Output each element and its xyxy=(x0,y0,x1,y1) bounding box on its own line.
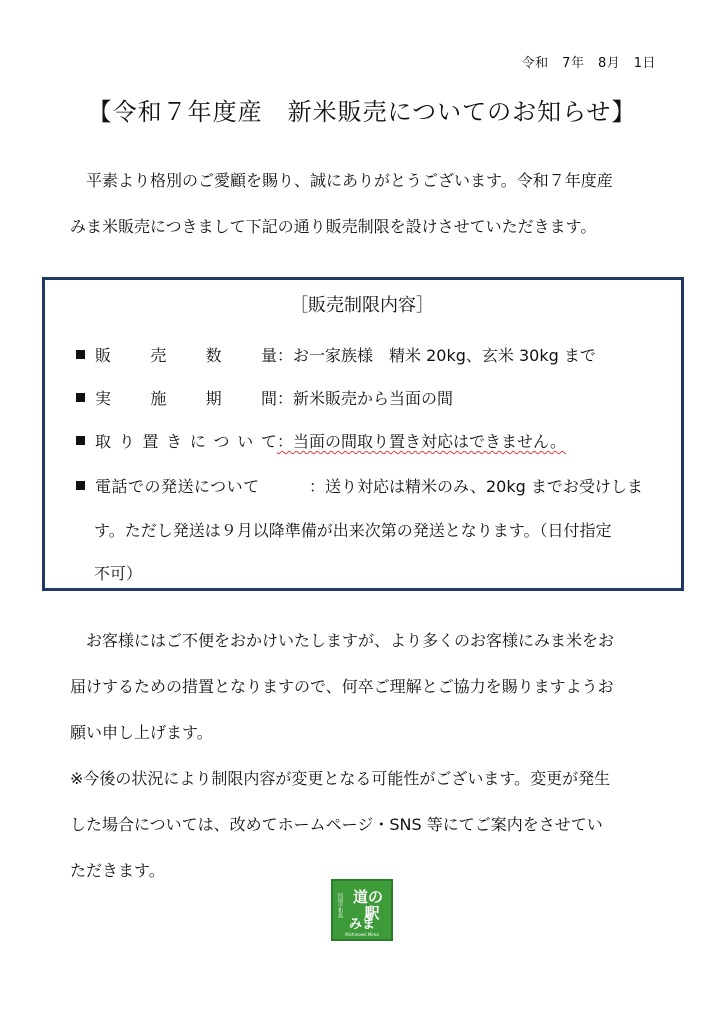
svg-text:みま: みま xyxy=(348,917,376,932)
restriction-value: ：送り対応は精米のみ、20kg までお受けしま xyxy=(309,477,643,496)
square-bullet-icon xyxy=(76,481,85,490)
restriction-item-reservation xyxy=(76,429,566,452)
restriction-value: ：当面の間取り置き対応はできません。 xyxy=(277,432,566,451)
restriction-label: 販 売 数 量 xyxy=(95,346,277,365)
restriction-item-quantity xyxy=(76,343,596,366)
closing-line: お客様にはご不便をおかけいたしますが、より多くのお客様にみま米をお xyxy=(70,631,615,650)
intro-line: みま米販売につきまして下記の通り販売制限を設けさせていただきます。 xyxy=(70,217,597,236)
closing-line: 願い申し上げます。 xyxy=(70,723,213,742)
restriction-label: 取 り 置 き に つ い て xyxy=(95,432,277,451)
closing-line: ※今後の状況により制限内容が変更となる可能性がございます。変更が発生 xyxy=(70,769,611,788)
closing-paragraph xyxy=(70,618,670,894)
restriction-label: 実 施 期 間 xyxy=(95,389,277,408)
svg-text:四国宇和島: 四国宇和島 xyxy=(337,893,343,918)
restriction-value: ：お一家族様 精米 20kg、玄米 30kg まで xyxy=(277,346,596,365)
restriction-label: 電話での発送について xyxy=(95,477,260,496)
svg-text:Michinoeki Mima: Michinoeki Mima xyxy=(345,932,379,937)
svg-text:駅: 駅 xyxy=(364,904,380,922)
michi-no-eki-mima-logo-icon xyxy=(331,879,393,941)
closing-line: 届けするための措置となりますので、何卒ご理解とご協力を賜りますようお xyxy=(70,677,614,696)
closing-line: ただきます。 xyxy=(70,861,165,880)
square-bullet-icon xyxy=(76,350,85,359)
closing-line: した場合については、改めてホームページ・SNS 等にてご案内をさせてい xyxy=(70,815,603,834)
restriction-item-period xyxy=(76,386,453,409)
restriction-heading: ［販売制限内容］ xyxy=(290,295,434,316)
intro-line: 平素より格別のご愛顧を賜り、誠にありがとうございます。令和７年度産 xyxy=(70,171,613,190)
square-bullet-icon xyxy=(76,393,85,402)
logo-graphic xyxy=(333,881,391,939)
intro-paragraph xyxy=(70,158,670,250)
svg-text:道の: 道の xyxy=(352,888,384,906)
restriction-item-shipping xyxy=(76,474,643,497)
page-title: 【令和７年度産 新米販売についてのお知らせ】 xyxy=(87,98,637,126)
square-bullet-icon xyxy=(76,436,85,445)
restriction-value: ：新米販売から当面の間 xyxy=(277,389,454,408)
restriction-continuation-line: す。ただし発送は９月以降準備が出来次第の発送となります。（日付指定 xyxy=(94,521,612,540)
restriction-continuation-line: 不可） xyxy=(94,564,143,583)
notice-date: 令和 7年 8月 1日 xyxy=(521,56,656,71)
